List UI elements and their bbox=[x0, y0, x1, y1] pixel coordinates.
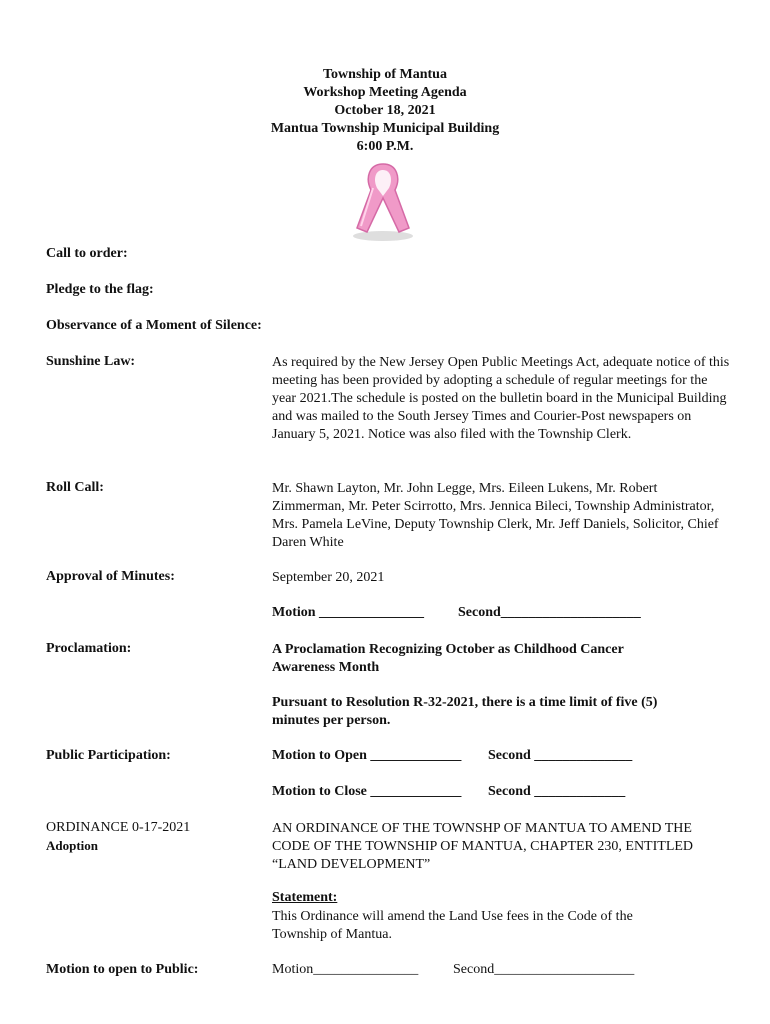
motion-to-open-second: Second ______________ bbox=[488, 748, 633, 763]
statement-label: Statement: bbox=[272, 890, 338, 905]
meeting-date: October 18, 2021 bbox=[334, 103, 436, 118]
motion-to-close-second: Second _____________ bbox=[488, 784, 626, 799]
public-participation-label: Public Participation: bbox=[46, 748, 171, 763]
motion-to-close: Motion to Close _____________ bbox=[272, 784, 462, 799]
minutes-second: Second____________________ bbox=[458, 605, 641, 620]
ordinance-text: AN ORDINANCE OF THE TOWNSHP OF MANTUA TO AMEND THE CODE OF THE TOWNSHIP OF MANTUA, CHAPTER 230, ENTITLED “LAND DEVELOPMENT” bbox=[272, 821, 694, 872]
meeting-title: Workshop Meeting Agenda bbox=[303, 85, 467, 100]
proclamation-text: A Proclamation Recognizing October as Childhood Cancer Awareness Month bbox=[272, 642, 624, 675]
roll-call-label: Roll Call: bbox=[46, 480, 104, 495]
open-public-motion: Motion_______________ bbox=[272, 962, 419, 977]
adoption-label: Adoption bbox=[46, 838, 99, 853]
open-public-second: Second____________________ bbox=[453, 962, 635, 977]
sunshine-law-text: As required by the New Jersey Open Public Meetings Act, adequate notice of this meeting has been provided by adopting a schedule of regular meetings for the year 2021.The schedule is posted on the bulletin board in the Municipal Building and was mailed to the South Jersey Times and Courier-Post newspapers on January 5, 2021. Notice was also filed with the Township Clerk. bbox=[272, 355, 730, 442]
moment-of-silence-label: Observance of a Moment of Silence: bbox=[46, 318, 262, 333]
meeting-time: 6:00 P.M. bbox=[356, 139, 414, 154]
pursuant-text: Pursuant to Resolution R-32-2021, there is a time limit of five (5) minutes per person. bbox=[272, 695, 658, 728]
agenda-header bbox=[0, 66, 770, 156]
sunshine-law-label: Sunshine Law: bbox=[46, 354, 136, 369]
township-title: Township of Mantua bbox=[323, 67, 447, 82]
minutes-date: September 20, 2021 bbox=[272, 570, 385, 585]
minutes-motion: Motion _______________ bbox=[272, 605, 425, 620]
proclamation-label: Proclamation: bbox=[46, 641, 132, 656]
motion-open-public-label: Motion to open to Public: bbox=[46, 962, 199, 977]
motion-to-open: Motion to Open _____________ bbox=[272, 748, 462, 763]
approval-of-minutes-label: Approval of Minutes: bbox=[46, 569, 175, 584]
pledge-label: Pledge to the flag: bbox=[46, 282, 154, 297]
ordinance-number: ORDINANCE 0-17-2021 bbox=[46, 820, 191, 835]
statement-text: This Ordinance will amend the Land Use fees in the Code of the Township of Mantua. bbox=[272, 909, 633, 942]
call-to-order-label: Call to order: bbox=[46, 246, 128, 261]
meeting-location: Mantua Township Municipal Building bbox=[270, 121, 500, 136]
pink-ribbon-icon bbox=[349, 158, 417, 242]
roll-call-text: Mr. Shawn Layton, Mr. John Legge, Mrs. Eileen Lukens, Mr. Robert Zimmerman, Mr. Peter Scirrotto, Mrs. Jennica Bileci, Township Administrator, Mrs. Pamela LeVine, Deputy Township Clerk, Mr. Jeff Daniels, Solicitor, Chief Daren White bbox=[272, 481, 719, 550]
